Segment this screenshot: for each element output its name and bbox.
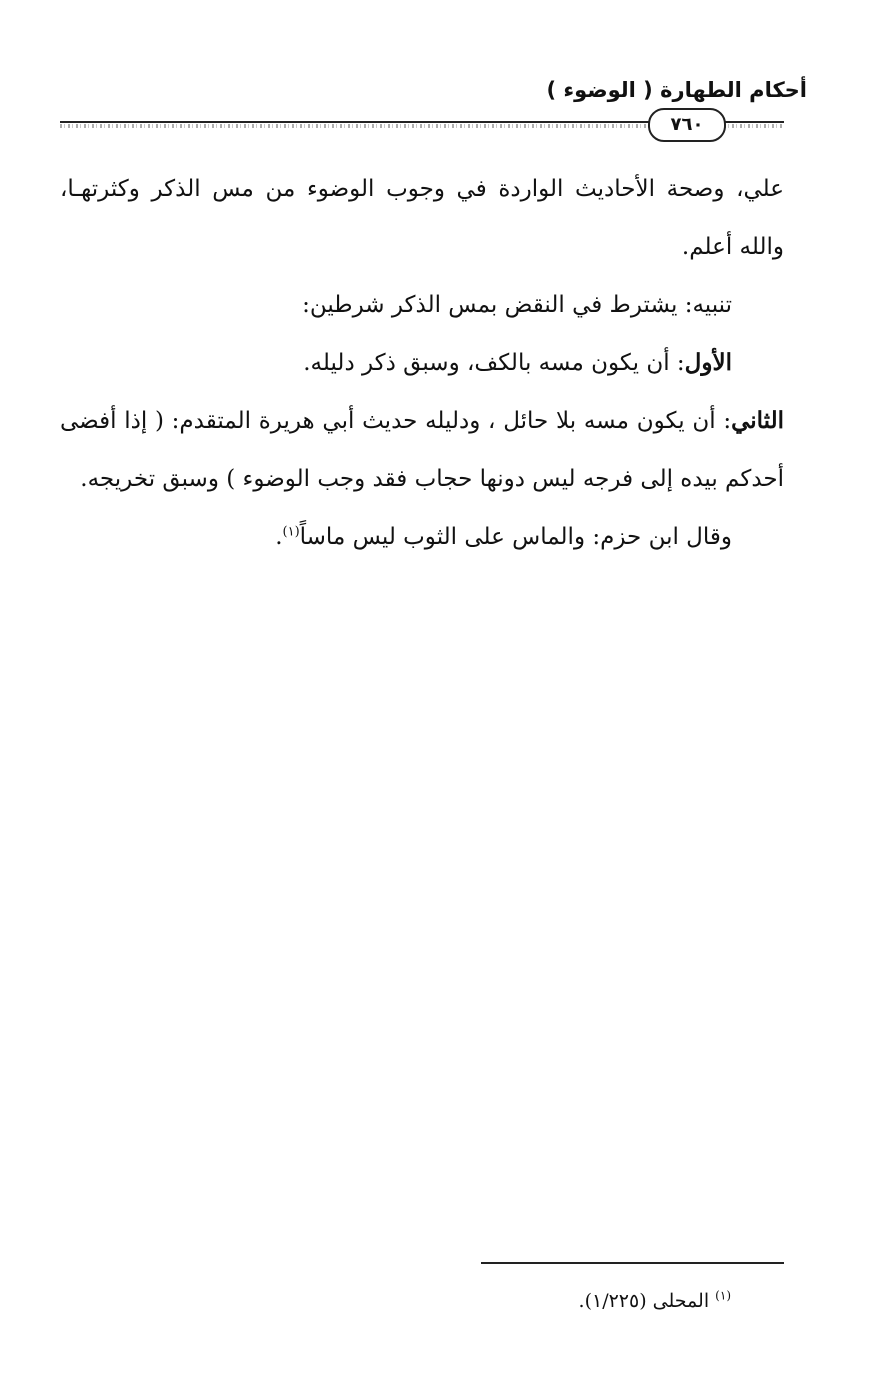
paragraph-4-lead: الثاني bbox=[731, 407, 784, 434]
running-title: أحكام الطهارة ( الوضوء ) bbox=[546, 78, 807, 102]
paragraph-2: تنبيه: يشترط في النقض بمس الذكر شرطين: bbox=[302, 292, 732, 318]
paragraph-5-text: وقال ابن حزم: والماس على الثوب ليس ماساً bbox=[299, 524, 732, 550]
paragraph-3-text: : أن يكون مسه بالكف، وسبق ذكر دليله. bbox=[303, 350, 685, 376]
paragraph-3 bbox=[60, 334, 784, 392]
paragraph-4-text: : أن يكون مسه بلا حائل ، ودليله حديث أبي هريرة المتقدم: ( إذا أفضى أحدكم بيده إلى فرجه ليس دونها حجاب فقد وجب الوضوء ) وسبق تخريجه. bbox=[60, 408, 784, 492]
paragraph-5 bbox=[60, 508, 784, 566]
paragraph-3-lead: الأول bbox=[684, 349, 732, 376]
paragraph-5-end: . bbox=[275, 524, 283, 550]
footnote-marker: (١) bbox=[715, 1288, 731, 1303]
main-text bbox=[60, 160, 784, 566]
paragraph-1: علي، وصحة الأحاديث الواردة في وجوب الوضوء من مس الذكر وكثرتهـا، والله أعلم. bbox=[60, 176, 784, 260]
footnote-1 bbox=[579, 1290, 731, 1312]
footnote-reference: (١) bbox=[282, 524, 300, 540]
footnote-separator bbox=[481, 1262, 784, 1264]
footnote-text: المحلى (١/٢٢٥). bbox=[578, 1290, 710, 1312]
paragraph-4 bbox=[60, 392, 784, 508]
page-number: ٧٦٠ bbox=[648, 108, 726, 142]
